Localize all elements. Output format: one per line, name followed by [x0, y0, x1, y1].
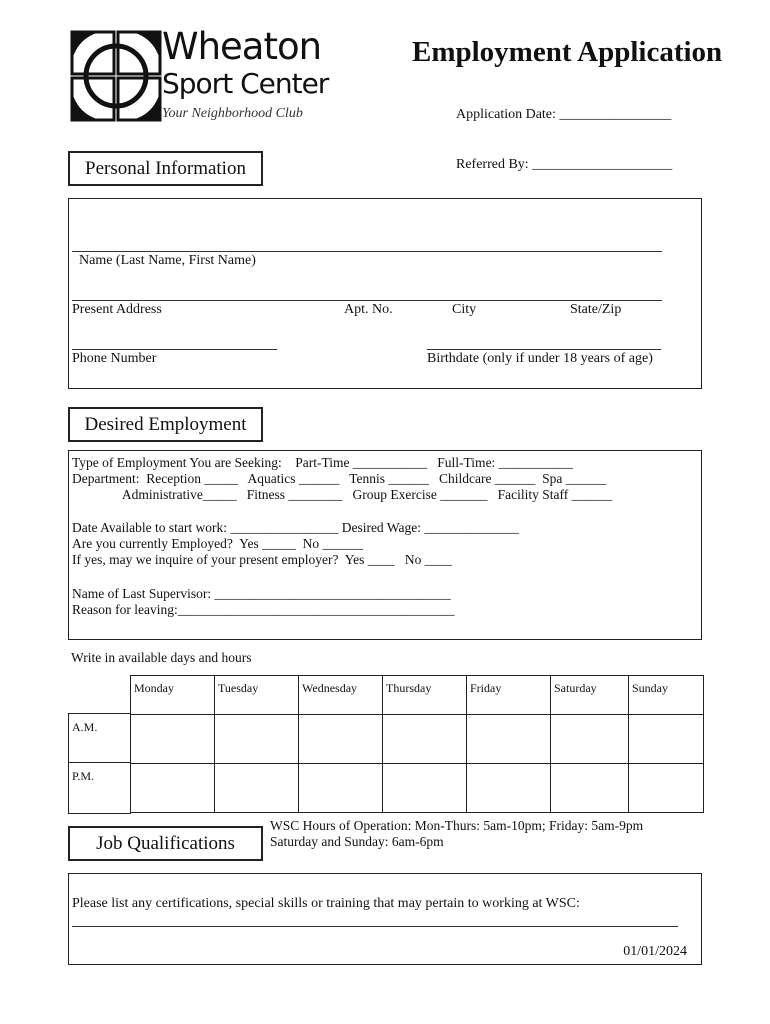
am-monday[interactable]: [131, 715, 215, 764]
am-thursday[interactable]: [383, 715, 467, 764]
phone-label: Phone Number: [72, 351, 157, 366]
job-qualifications-heading: Job Qualifications: [68, 826, 263, 861]
qualifications-line[interactable]: [72, 926, 678, 927]
availability-table: [130, 675, 704, 813]
name-label: Name (Last Name, First Name): [79, 253, 256, 268]
table-row: [131, 764, 704, 813]
schedule-instruction: Write in available days and hours: [71, 650, 252, 665]
am-saturday[interactable]: [551, 715, 629, 764]
address-label: Present Address: [72, 302, 162, 317]
apt-label: Apt. No.: [344, 302, 393, 317]
day-header-sunday: Sunday: [629, 676, 704, 715]
qualifications-box: [68, 873, 702, 965]
am-label: A.M.: [72, 720, 98, 734]
inquire-employer-line[interactable]: If yes, may we inquire of your present employer? Yes ____ No ____: [72, 552, 452, 567]
table-row: [131, 676, 704, 715]
desired-employment-box: [68, 450, 702, 640]
row-label-column: [68, 713, 131, 814]
pm-sunday[interactable]: [629, 764, 704, 813]
am-sunday[interactable]: [629, 715, 704, 764]
am-tuesday[interactable]: [215, 715, 299, 764]
pm-saturday[interactable]: [551, 764, 629, 813]
phone-line[interactable]: [72, 349, 277, 350]
city-label: City: [452, 302, 477, 317]
logo-tagline: Your Neighborhood Club: [162, 106, 303, 121]
pm-friday[interactable]: [467, 764, 551, 813]
day-header-friday: Friday: [467, 676, 551, 715]
personal-info-heading: Personal Information: [68, 151, 263, 186]
form-date: 01/01/2024: [623, 944, 687, 959]
employment-type-line[interactable]: Type of Employment You are Seeking: Part-Time ___________ Full-Time: ___________: [72, 455, 573, 470]
logo-line1: Wheaton: [162, 25, 322, 68]
birthdate-label: Birthdate (only if under 18 years of age): [427, 351, 653, 366]
application-date-field[interactable]: Application Date: ________________: [456, 107, 672, 122]
day-header-saturday: Saturday: [551, 676, 629, 715]
birthdate-line[interactable]: [427, 349, 661, 350]
state-zip-label: State/Zip: [570, 302, 622, 317]
day-header-monday: Monday: [131, 676, 215, 715]
day-header-thursday: Thursday: [383, 676, 467, 715]
am-friday[interactable]: [467, 715, 551, 764]
last-supervisor-line[interactable]: Name of Last Supervisor: ___________________________________: [72, 586, 451, 601]
pm-label: P.M.: [72, 769, 95, 783]
hours-of-operation-line1: WSC Hours of Operation: Mon-Thurs: 5am-10pm; Friday: 5am-9pm: [270, 818, 644, 833]
logo-mark-icon: [70, 30, 162, 122]
logo: [70, 25, 330, 126]
desired-employment-heading: Desired Employment: [68, 407, 263, 442]
am-wednesday[interactable]: [299, 715, 383, 764]
department-line-1[interactable]: Department: Reception _____ Aquatics ______ Tennis ______ Childcare ______ Spa ______: [72, 471, 607, 486]
qualifications-prompt: Please list any certifications, special skills or training that may pertain to working at WSC:: [72, 896, 580, 911]
department-line-2[interactable]: Administrative_____ Fitness ________ Group Exercise _______ Facility Staff ______: [72, 487, 613, 502]
day-header-tuesday: Tuesday: [215, 676, 299, 715]
table-row: [131, 715, 704, 764]
pm-wednesday[interactable]: [299, 764, 383, 813]
hours-of-operation-line2: Saturday and Sunday: 6am-6pm: [270, 834, 444, 849]
referred-by-field[interactable]: Referred By: ____________________: [456, 157, 673, 172]
personal-info-box: [68, 198, 702, 389]
pm-monday[interactable]: [131, 764, 215, 813]
page-title: Employment Application: [412, 36, 723, 68]
pm-tuesday[interactable]: [215, 764, 299, 813]
reason-leaving-line[interactable]: Reason for leaving:_________________________________________: [72, 602, 455, 617]
pm-thursday[interactable]: [383, 764, 467, 813]
name-line[interactable]: [72, 251, 662, 252]
address-line[interactable]: [72, 300, 662, 301]
logo-line2: Sport Center: [162, 67, 329, 100]
day-header-wednesday: Wednesday: [299, 676, 383, 715]
currently-employed-line[interactable]: Are you currently Employed? Yes _____ No ______: [72, 536, 363, 551]
date-available-line[interactable]: Date Available to start work: ________________ Desired Wage: ______________: [72, 520, 519, 535]
